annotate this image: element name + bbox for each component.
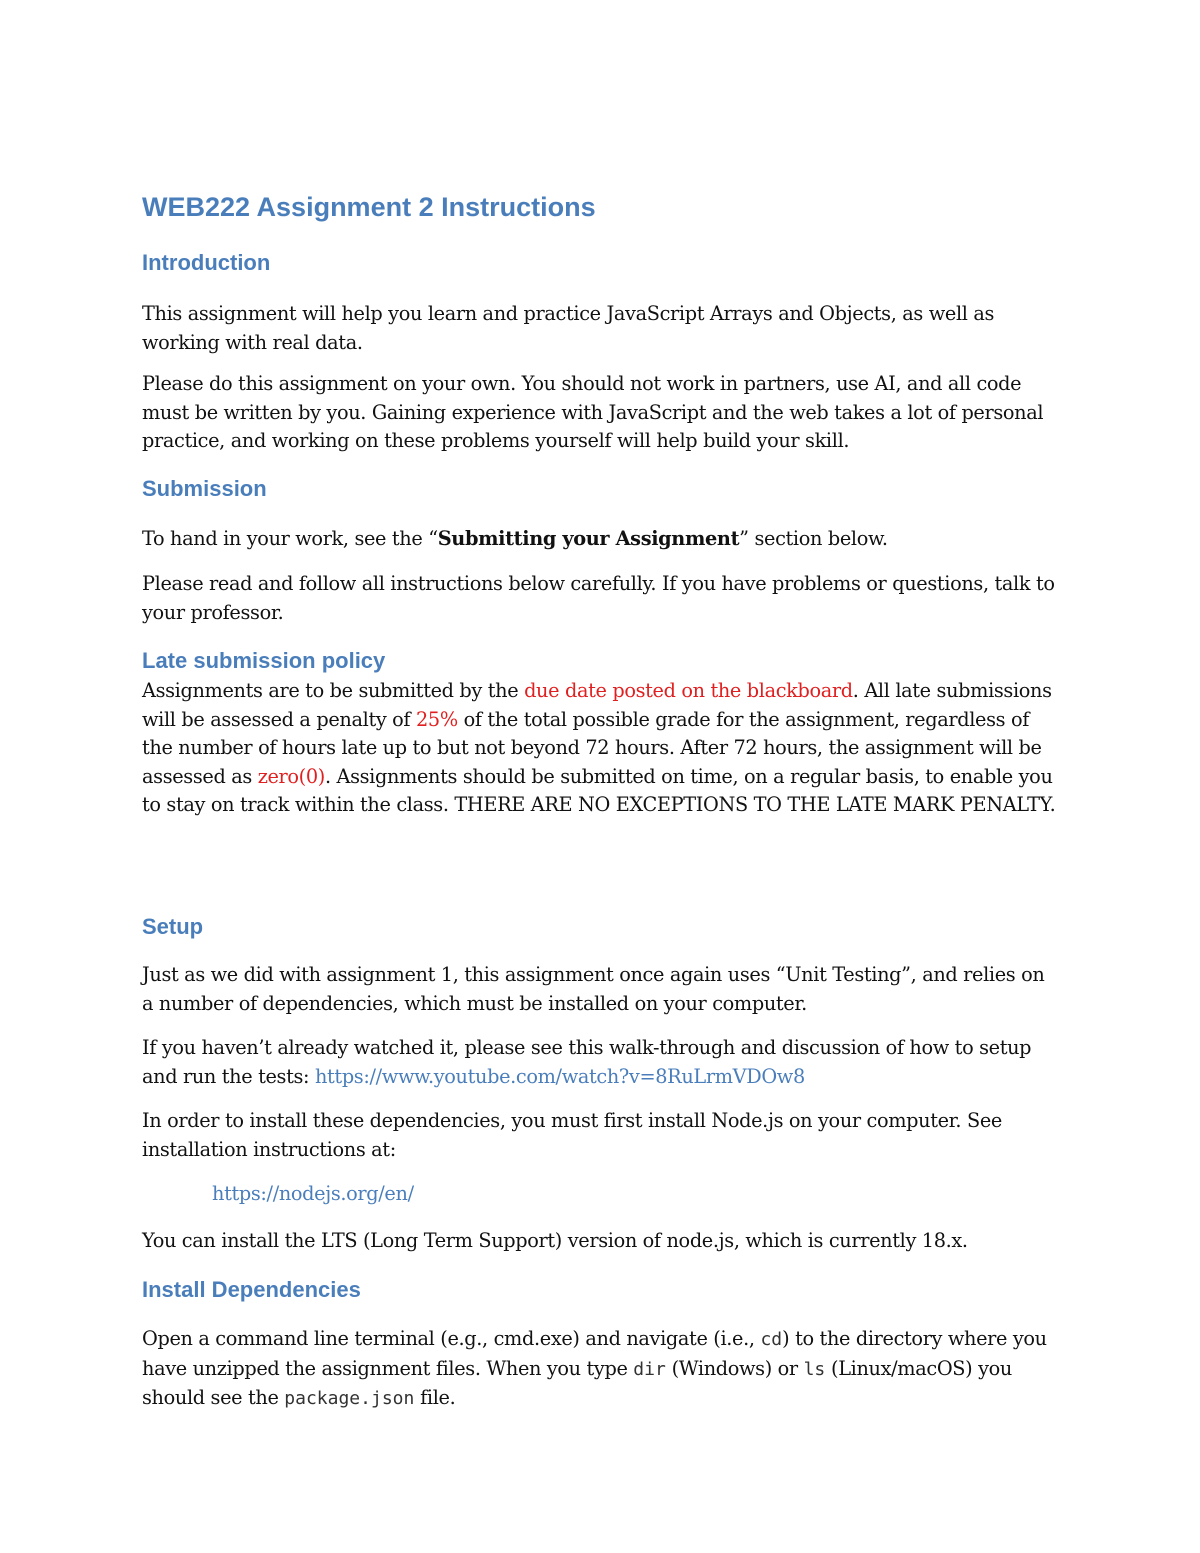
submission-text-end: ” section below.: [739, 527, 888, 550]
setup-paragraph-2: [142, 1034, 1060, 1091]
intro-paragraph-1: This assignment will help you learn and practice JavaScript Arrays and Objects, as well as working with real data.: [142, 302, 995, 354]
late-policy-heading: Late submission policy: [142, 648, 386, 673]
late-policy-paragraph: [142, 677, 1060, 820]
late-text-3: of the total possible grade for the assignment, regardless of the number of hours late up to but not beyond 72 hours. After 72 hours, the assignment will be assessed as: [142, 707, 1042, 788]
install-text-5: file.: [414, 1386, 456, 1410]
zero-grade-highlight: zero(0): [257, 764, 325, 788]
late-text-2: . All late submissions will be assessed a penalty of: [142, 679, 1052, 731]
late-text-4: . Assignments should be submitted on time, on a regular basis, to enable you to stay on track within the class. THERE ARE NO EXCEPTIONS TO THE LATE MARK PENALTY.: [142, 764, 1056, 817]
cd-command: cd: [760, 1329, 783, 1350]
setup-paragraph-4: You can install the LTS (Long Term Support) version of node.js, which is currently 18.x.: [142, 1229, 968, 1252]
youtube-link[interactable]: https://www.youtube.com/watch?v=8RuLrmVDOw8: [314, 1064, 805, 1088]
install-dependencies-heading: Install Dependencies: [142, 1277, 361, 1302]
penalty-percent-highlight: 25%: [415, 707, 458, 731]
late-text-1: Assignments are to be submitted by the: [142, 679, 525, 702]
introduction-heading: Introduction: [142, 250, 271, 275]
install-text-2: ) to the directory where you have unzipped the assignment files. When you type: [142, 1327, 1047, 1380]
install-text-1: Open a command line terminal (e.g., cmd.exe) and navigate (i.e.,: [142, 1327, 761, 1350]
intro-paragraph-2: Please do this assignment on your own. You should not work in partners, use AI, and all code must be written by you. Gaining experience with JavaScript and the web takes a lot of personal practice, and working on these problems yourself will help build your skill.: [142, 372, 1044, 453]
setup-heading: Setup: [142, 914, 204, 939]
submission-heading: Submission: [142, 476, 267, 501]
nodejs-link[interactable]: https://nodejs.org/en/: [212, 1182, 414, 1205]
submission-paragraph-1: [142, 525, 1060, 554]
install-text-3: (Windows) or: [665, 1356, 804, 1380]
setup-paragraph-1: Just as we did with assignment 1, this assignment once again uses “Unit Testing”, and relies on a number of dependencies, which must be installed on your computer.: [142, 963, 1045, 1015]
install-paragraph: [142, 1325, 1060, 1414]
due-date-highlight: due date posted on the blackboard: [524, 679, 853, 702]
submission-paragraph-2: Please read and follow all instructions below carefully. If you have problems or questions, talk to your professor.: [142, 572, 1055, 624]
page-title: WEB222 Assignment 2 Instructions: [142, 192, 596, 222]
nodejs-link-paragraph: [212, 1180, 1060, 1209]
setup-paragraph-3: In order to install these dependencies, you must first install Node.js on your computer. See installation instructions at:: [142, 1109, 1002, 1161]
submitting-assignment-bold: Submitting your Assignment: [437, 527, 740, 550]
package-json-filename: package.json: [284, 1388, 415, 1410]
submission-text: To hand in your work, see the “: [142, 527, 438, 550]
ls-command: ls: [803, 1358, 826, 1380]
setup-walkthrough-text: If you haven’t already watched it, please see this walk-through and discussion of how to setup and run the tests:: [142, 1036, 1032, 1088]
install-text-4: (Linux/macOS) you should see the: [142, 1356, 1012, 1410]
dir-command: dir: [633, 1358, 666, 1380]
